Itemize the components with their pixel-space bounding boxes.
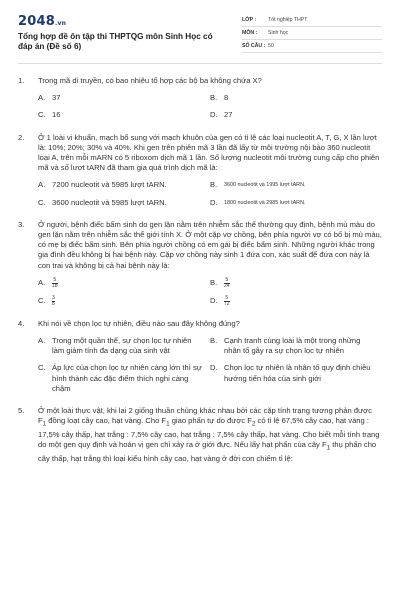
- option-text: 3600 nucleotit và 5985 lượt tARN.: [52, 197, 167, 207]
- meta-table: [242, 14, 382, 53]
- option-label: D.: [210, 295, 218, 305]
- option-label: D.: [210, 363, 218, 373]
- option-d[interactable]: [210, 363, 382, 394]
- option-b[interactable]: [210, 336, 382, 356]
- numerator: 3: [52, 294, 55, 301]
- denominator: 18: [52, 282, 58, 289]
- answer-options: [38, 93, 382, 120]
- question-3: [18, 220, 382, 307]
- meta-row-subject: [242, 27, 382, 40]
- option-d[interactable]: [210, 198, 382, 208]
- option-c[interactable]: [38, 296, 210, 307]
- option-label: D.: [210, 197, 218, 207]
- option-label: A.: [38, 336, 46, 346]
- meta-value: 50: [268, 43, 274, 49]
- question-text: Ở một loài thực vật, khi lai 2 giống thuần chủng khác nhau bởi các cặp tính trạng tương phản được $F_1$ đồng loạt cây cao, hạt vàng. Cho $F_1$ giao phấn tự do được $F_2$ có tỉ lệ 67,5% cây cao, hạt vàng : 17,5% cây thấp, hạt trắng : 7,5% cây cao, hạt trắng : 7,5% cây thấp, hạt vàng. Cho biết mỗi tính trạng do một gen quy định và hoán vị gen chỉ xảy ra ở giới đực. Nếu lấy hạt phấn của cây $F_1$ thụ phấn cho cây thấp, hạt trắng thì loại kiểu hình cây cao, hạt vàng ở đời con chiếm tỉ lệ:: [38, 406, 380, 463]
- option-label: C.: [38, 295, 46, 305]
- option-b[interactable]: [210, 180, 382, 190]
- meta-value: Sinh học: [268, 30, 289, 36]
- option-label: D.: [210, 110, 218, 120]
- question-text: Khi nói về chọn lọc tự nhiên, điều nào sau đây không đúng?: [38, 318, 240, 328]
- fraction: [224, 278, 230, 289]
- question-4: [18, 319, 382, 394]
- question-number: 3.: [18, 219, 25, 229]
- brand-block: [18, 14, 228, 53]
- option-a[interactable]: [38, 180, 210, 190]
- option-c[interactable]: [38, 363, 210, 394]
- question-number: 1.: [18, 76, 25, 85]
- option-a[interactable]: [38, 93, 210, 103]
- question-5: [18, 406, 382, 464]
- option-text: Áp lực của chọn lọc tự nhiên càng lớn thì sự hình thành các đặc điểm thích nghi càng chậm: [52, 363, 202, 393]
- meta-value: Tốt nghiệp THPT: [268, 17, 308, 23]
- question-2: [18, 133, 382, 208]
- option-label: B.: [210, 93, 218, 103]
- logo-suffix: .vn: [54, 20, 67, 27]
- option-label: C.: [38, 363, 46, 373]
- denominator: 24: [224, 282, 230, 289]
- answer-options: [38, 180, 382, 207]
- option-label: A.: [38, 180, 46, 190]
- fraction: [52, 296, 55, 307]
- meta-row-class: [242, 14, 382, 27]
- numerator: 5: [53, 276, 57, 283]
- option-text: 7200 nucleotit và 5985 lượt tARN.: [52, 180, 167, 190]
- option-d[interactable]: [210, 110, 382, 120]
- meta-key: SỐ CÂU :: [242, 43, 266, 49]
- header-divider: [18, 63, 382, 64]
- question-text: Trong mã di truyền, có bao nhiêu tổ hợp các bộ ba không chứa X?: [38, 76, 262, 85]
- option-text: 3600 nucleotit và 1995 lượt tARN.: [224, 182, 306, 189]
- option-label: A.: [38, 277, 46, 287]
- option-b[interactable]: [210, 278, 382, 289]
- option-text: 27: [224, 110, 233, 120]
- fraction: [224, 296, 230, 307]
- document-header: [18, 0, 382, 53]
- option-text: 37: [52, 93, 61, 103]
- question-text: Ở người, bệnh điếc bẩm sinh do gen lặn nằm trên nhiễm sắc thể thường quy định, bệnh mù màu do gen lặn nằm trên nhiễm sắc thể giới tính X. Ở một cặp vợ chồng, bên phía người vợ có bố bị mù màu, có mẹ bị điếc bẩm sinh. Bên phía người chồng có em gái bị điếc bẩm sinh. Những người khác trong gia đình đều không bị hai bệnh này. Cặp vợ chồng này sinh 1 đứa con, xác suất để đứa con này là con trai và không bị cả hai bệnh này là:: [38, 219, 382, 270]
- denominator: 72: [224, 300, 230, 307]
- numerator: 5: [225, 276, 229, 283]
- option-text: Cạnh tranh cùng loài là một trong những nhân tố gây ra sự chọn lọc tự nhiên: [224, 336, 361, 356]
- option-text: Trong một quần thể, sự chọn lọc tự nhiên làm giảm tính đa dạng của sinh vật: [52, 336, 192, 356]
- denominator: 8: [52, 300, 55, 307]
- option-label: B.: [210, 180, 218, 190]
- option-label: A.: [38, 93, 46, 103]
- meta-row-question-count: [242, 40, 382, 53]
- option-c[interactable]: [38, 198, 210, 208]
- option-label: B.: [210, 336, 218, 346]
- option-label: B.: [210, 277, 218, 287]
- option-d[interactable]: [210, 296, 382, 307]
- option-label: C.: [38, 197, 46, 207]
- numerator: 5: [225, 294, 229, 301]
- option-label: C.: [38, 110, 46, 120]
- option-a[interactable]: [38, 278, 210, 289]
- question-text: Ở 1 loài vi khuẩn, mạch bổ sung với mạch khuôn của gen có tỉ lệ các loại nucleotit A, T, G, X lần lượt là: 10%; 20%; 30% và 40%. Khi gen trên phiên mã 3 lần đã lấy từ môi trường nội bào 360 nucleotit loại A, trên mỗi mARN có 5 riboxom dịch mã 1 lần. Số lượng nucleotit môi trường cung cấp cho phiên mã và số lượt tARN đã tham gia quá trình dịch mã là:: [38, 132, 380, 173]
- site-logo[interactable]: [18, 14, 228, 29]
- option-text: Chọn lọc tự nhiên là nhân tố quy định chiều hướng tiến hóa của sinh giới: [224, 363, 371, 383]
- question-1: [18, 76, 382, 121]
- option-c[interactable]: [38, 110, 210, 120]
- question-number: 5.: [18, 406, 25, 416]
- meta-key: LỚP :: [242, 17, 257, 23]
- option-text: 8: [224, 93, 229, 103]
- answer-options: [38, 336, 382, 394]
- logo-text: 2048: [18, 14, 55, 29]
- document-title: Tổng hợp đề ôn tập thi THPTQG môn Sinh Học có đáp án (Đề số 6): [18, 32, 213, 51]
- option-text: 1800 nucleotit và 2985 lượt tARN.: [224, 199, 306, 206]
- option-a[interactable]: [38, 336, 210, 356]
- question-number: 2.: [18, 132, 25, 142]
- option-text: 16: [52, 110, 61, 120]
- fraction: [52, 278, 58, 289]
- option-b[interactable]: [210, 93, 382, 103]
- answer-options: [38, 278, 382, 307]
- question-number: 4.: [18, 318, 25, 328]
- meta-key: MÔN :: [242, 30, 258, 36]
